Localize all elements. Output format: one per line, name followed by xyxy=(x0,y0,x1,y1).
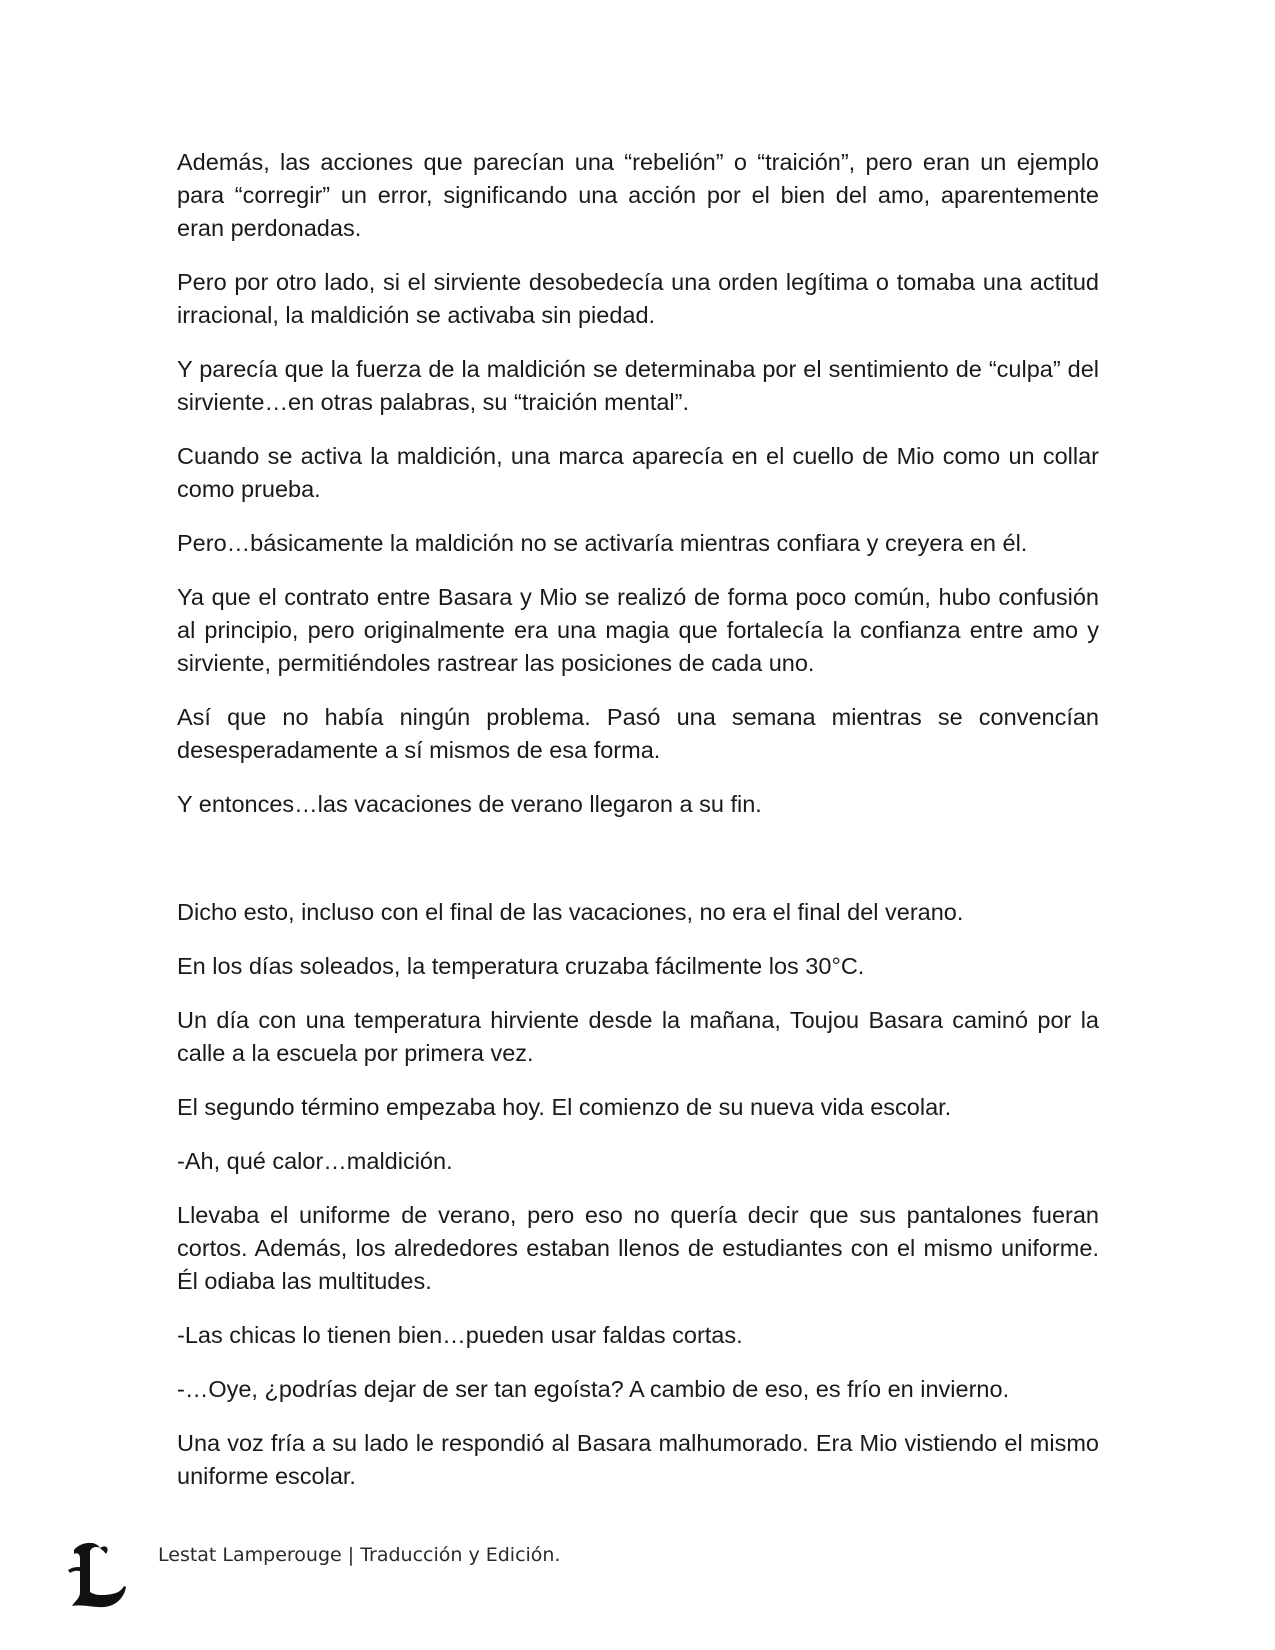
paragraph: Además, las acciones que parecían una “rebelión” o “traición”, pero eran un ejemplo para “corregir” un error, significando una acción por el bien del amo, aparentemente eran perdonadas. xyxy=(177,149,1099,241)
paragraph: -Ah, qué calor…maldición. xyxy=(177,1148,453,1174)
paragraph: -…Oye, ¿podrías dejar de ser tan egoísta? A cambio de eso, es frío en invierno. xyxy=(177,1376,1010,1402)
paragraph: -Las chicas lo tienen bien…pueden usar faldas cortas. xyxy=(177,1322,743,1348)
paragraph: Un día con una temperatura hirviente desde la mañana, Toujou Basara caminó por la calle a la escuela por primera vez. xyxy=(177,1007,1099,1066)
footer-credit: Lestat Lamperouge | Traducción y Edición. xyxy=(158,1544,561,1566)
paragraph: Llevaba el uniforme de verano, pero eso no quería decir que sus pantalones fueran cortos. Además, los alrededores estaban llenos de estudiantes con el mismo uniforme. Él odiaba las multitudes. xyxy=(177,1202,1099,1294)
page-body xyxy=(177,146,1099,1514)
paragraph: Y entonces…las vacaciones de verano llegaron a su fin. xyxy=(177,791,762,817)
paragraph: El segundo término empezaba hoy. El comienzo de su nueva vida escolar. xyxy=(177,1094,952,1120)
paragraph: Pero por otro lado, si el sirviente desobedecía una orden legítima o tomaba una actitud irracional, la maldición se activaba sin piedad. xyxy=(177,269,1099,328)
section-break xyxy=(177,842,1099,896)
paragraph: En los días soleados, la temperatura cruzaba fácilmente los 30°C. xyxy=(177,953,865,979)
paragraph: Ya que el contrato entre Basara y Mio se realizó de forma poco común, hubo confusión al principio, pero originalmente era una magia que fortalecía la confianza entre amo y sirviente, permitiéndoles rastrear las posiciones de cada uno. xyxy=(177,584,1099,676)
paragraph: Cuando se activa la maldición, una marca aparecía en el cuello de Mio como un collar como prueba. xyxy=(177,443,1099,502)
paragraph: Pero…básicamente la maldición no se activaría mientras confiara y creyera en él. xyxy=(177,530,1028,556)
paragraph: Dicho esto, incluso con el final de las vacaciones, no era el final del verano. xyxy=(177,899,964,925)
paragraph: Una voz fría a su lado le respondió al Basara malhumorado. Era Mio vistiendo el mismo uniforme escolar. xyxy=(177,1430,1099,1489)
gothic-l-logo-icon xyxy=(66,1540,128,1610)
paragraph: Y parecía que la fuerza de la maldición se determinaba por el sentimiento de “culpa” del sirviente…en otras palabras, su “traición mental”. xyxy=(177,356,1099,415)
page-footer xyxy=(66,1540,766,1620)
paragraph: Así que no había ningún problema. Pasó una semana mientras se convencían desesperadamente a sí mismos de esa forma. xyxy=(177,704,1099,763)
